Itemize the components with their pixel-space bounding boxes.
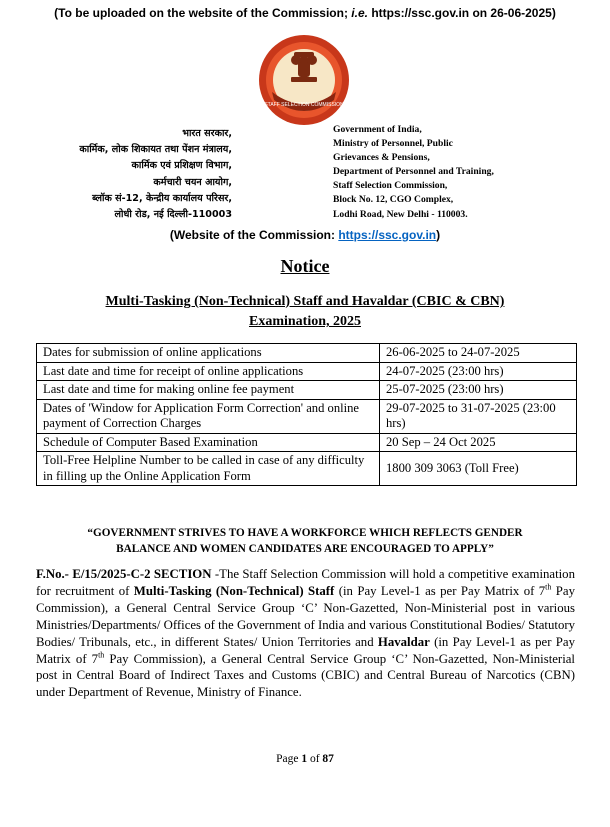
upload-note — [0, 6, 610, 20]
emblem-band-text: STAFF SELECTION COMMISSION — [264, 102, 344, 108]
address-english-line: Block No. 12, CGO Complex, — [333, 194, 454, 206]
schedule-row — [37, 344, 577, 363]
mts-post-name: Multi-Tasking (Non-Technical) Staff — [133, 583, 335, 598]
schedule-label: Last date and time for receipt of online applications — [37, 362, 380, 381]
website-line — [0, 228, 610, 242]
page-footer — [0, 753, 610, 765]
exam-title-line1: Multi-Tasking (Non-Technical) Staff and Havaldar (CBIC & CBN) — [105, 294, 505, 309]
paragraph-text: (in Pay Level-1 as per Pay Matrix of 7 — [334, 583, 546, 598]
website-suffix: ) — [436, 228, 441, 242]
schedule-row — [37, 362, 577, 381]
address-hindi-line: कर्मचारी चयन आयोग, — [153, 176, 232, 188]
address-hindi-line: ब्लॉक सं-12, केन्द्रीय कार्यालय परिसर, — [92, 192, 232, 204]
address-english-line: Ministry of Personnel, Public — [333, 138, 453, 150]
paragraph-text: Pay Commission), a General Central Service Group ‘C’ Non-Gazetted, Non-Ministerial post in various Ministries/Departments/ Offices of the Government of India and various Constitutional Bodies/ Statutory Bodies/ Tribunals, etc., in different States/ Union Territories and — [36, 583, 575, 649]
schedule-value: 24-07-2025 (23:00 hrs) — [380, 362, 577, 381]
address-english-line: Grievances & Pensions, — [333, 152, 430, 164]
schedule-value: 20 Sep – 24 Oct 2025 — [380, 433, 577, 452]
website-link[interactable]: https://ssc.gov.in — [338, 228, 437, 242]
schedule-label: Toll-Free Helpline Number to be called in case of any difficulty in filling up the Online Application Form — [37, 452, 380, 486]
upload-note-prefix: (To be uploaded on the website of the Commission; — [54, 6, 352, 20]
address-english-line: Department of Personnel and Training, — [333, 166, 494, 178]
paragraph-text: (in Pay Level-1 as per Pay Matrix of 7 — [36, 634, 575, 666]
schedule-table — [36, 343, 577, 486]
schedule-row — [37, 452, 577, 486]
address-english-line: Lodhi Road, New Delhi - 110003. — [333, 208, 468, 220]
slogan-line2: BALANCE AND WOMEN CANDIDATES ARE ENCOURAGED TO APPLY” — [116, 543, 494, 555]
upload-note-suffix: https://ssc.gov.in on 26-06-2025) — [367, 6, 556, 20]
ssc-emblem-logo — [238, 30, 370, 130]
footer-of-word: of — [307, 753, 323, 765]
upload-note-ie: i.e. — [351, 6, 368, 20]
address-english-line: Government of India, — [333, 124, 422, 135]
address-hindi-line: भारत सरकार, — [182, 128, 232, 139]
schedule-label: Last date and time for making online fee payment — [37, 381, 380, 400]
schedule-value: 26-06-2025 to 24-07-2025 — [380, 344, 577, 363]
havaldar-post-name: Havaldar — [377, 634, 430, 649]
ordinal-suffix: th — [545, 582, 552, 592]
exam-title-line2: Examination, 2025 — [248, 314, 361, 329]
exam-title — [60, 292, 550, 332]
schedule-row — [37, 433, 577, 452]
schedule-label: Dates of 'Window for Application Form Correction' and online payment of Correction Charges — [37, 399, 380, 433]
notice-heading: Notice — [280, 256, 330, 276]
footer-page-total: 87 — [322, 753, 334, 765]
address-hindi-line: कार्मिक, लोक शिकायत तथा पेंशन मंत्रालय, — [79, 144, 232, 156]
address-english — [333, 123, 494, 222]
address-hindi — [79, 126, 232, 223]
paragraph-text: Pay Commission), a General Central Service Group ‘C’ Non-Gazetted, Non-Ministerial post in Central Board of Indirect Taxes and Customs (CBIC) and Central Bureau of Narcotics (CBN) under Department of Revenue, Ministry of Finance. — [36, 651, 575, 700]
schedule-value: 25-07-2025 (23:00 hrs) — [380, 381, 577, 400]
website-prefix: (Website of the Commission: — [169, 228, 339, 242]
schedule-label: Schedule of Computer Based Examination — [37, 433, 380, 452]
footer-page-word: Page — [276, 753, 302, 765]
schedule-label: Dates for submission of online applications — [37, 344, 380, 363]
address-hindi-line: लोधी रोड, नई दिल्ली-110003 — [114, 209, 232, 221]
schedule-row — [37, 381, 577, 400]
file-number: F.No.- E/15/2025-C-2 SECTION — [36, 567, 212, 581]
gender-balance-slogan — [55, 525, 555, 557]
ordinal-suffix: th — [98, 650, 105, 660]
notice-paragraph — [36, 566, 575, 701]
schedule-row — [37, 399, 577, 433]
footer-page-number: 1 — [301, 753, 308, 765]
address-hindi-line: कार्मिक एवं प्रशिक्षण विभाग, — [131, 160, 232, 172]
schedule-value: 29-07-2025 to 31-07-2025 (23:00 hrs) — [380, 399, 577, 433]
slogan-line1: “GOVERNMENT STRIVES TO HAVE A WORKFORCE WHICH REFLECTS GENDER — [87, 527, 523, 539]
schedule-value: 1800 309 3063 (Toll Free) — [380, 452, 577, 486]
address-english-line: Staff Selection Commission, — [333, 180, 448, 192]
paragraph-text: -The Staff Selection Commission will hold a competitive examination for recruitment of — [36, 567, 575, 598]
